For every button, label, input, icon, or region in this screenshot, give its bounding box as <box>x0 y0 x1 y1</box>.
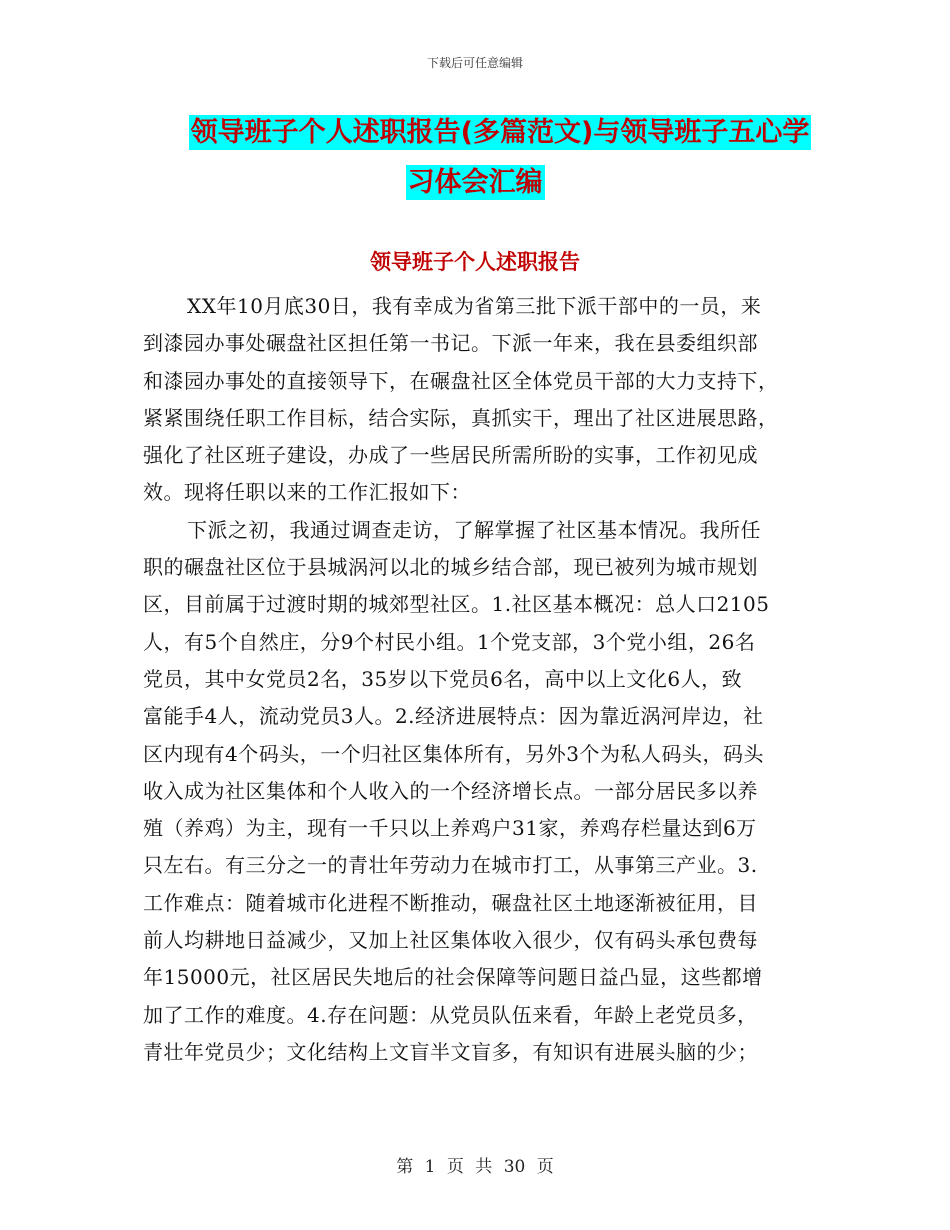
title-line-2: 习体会汇编 <box>407 167 543 198</box>
document-title <box>0 108 950 208</box>
body-line: 年15000元，社区居民失地后的社会保障等问题日益凸显，这些都增 <box>143 965 763 990</box>
body-line: 前人均耕地日益减少，又加上社区集体收入很少，仅有码头承包费每 <box>143 928 758 953</box>
body-line: 人，有5个自然庄，分9个村民小组。1个党支部，3个党小组，26名 <box>143 629 756 654</box>
page-footer: 第 1 页 共 30 页 <box>396 1157 554 1177</box>
body-line: 区，目前属于过渡时期的城郊型社区。1.社区基本概况：总人口2105 <box>143 592 770 617</box>
body-line: 加了工作的难度。4.存在问题：从党员队伍来看，年龄上老党员多， <box>143 1002 758 1027</box>
body-line: 强化了社区班子建设，办成了一些居民所需所盼的实事，工作初见成 <box>143 443 758 468</box>
header-note: 下载后可任意编辑 <box>426 56 523 70</box>
body-line: 工作难点：随着城市化进程不断推动，碾盘社区土地逐渐被征用，目 <box>143 890 758 915</box>
body-line: 只左右。有三分之一的青壮年劳动力在城市打工，从事第三产业。3. <box>143 853 758 878</box>
body-line: 青壮年党员少；文化结构上文盲半文盲多，有知识有进展头脑的少； <box>143 1039 758 1064</box>
body-text <box>143 288 823 1071</box>
title-line-1: 领导班子个人述职报告(多篇范文)与领导班子五心学 <box>190 117 810 148</box>
body-line: 收入成为社区集体和个人收入的一个经济增长点。一部分居民多以养 <box>143 778 758 803</box>
body-line: 效。现将任职以来的工作汇报如下： <box>143 480 471 505</box>
body-line: XX年10月底30日，我有幸成为省第三批下派干部中的一员，来 <box>187 294 762 318</box>
section-title: 领导班子个人述职报告 <box>370 250 580 274</box>
body-line: 和漆园办事处的直接领导下，在碾盘社区全体党员干部的大力支持下， <box>143 368 779 393</box>
body-line: 殖（养鸡）为主，现有一千只以上养鸡户31家，养鸡存栏量达到6万 <box>143 816 757 841</box>
body-line: 下派之初，我通过调查走访，了解掌握了社区基本情况。我所任 <box>187 517 761 542</box>
body-line: 到漆园办事处碾盘社区担任第一书记。下派一年来，我在县委组织部 <box>143 331 758 356</box>
body-line: 紧紧围绕任职工作目标，结合实际，真抓实干，理出了社区进展思路， <box>143 405 779 430</box>
body-line: 党员，其中女党员2名，35岁以下党员6名，高中以上文化6人，致 <box>143 666 743 691</box>
body-line: 职的碾盘社区位于县城涡河以北的城乡结合部，现已被列为城市规划 <box>143 555 758 580</box>
body-line: 区内现有4个码头，一个归社区集体所有，另外3个为私人码头，码头 <box>143 741 764 766</box>
body-line: 富能手4人，流动党员3人。2.经济进展特点：因为靠近涡河岸边，社 <box>143 704 764 729</box>
